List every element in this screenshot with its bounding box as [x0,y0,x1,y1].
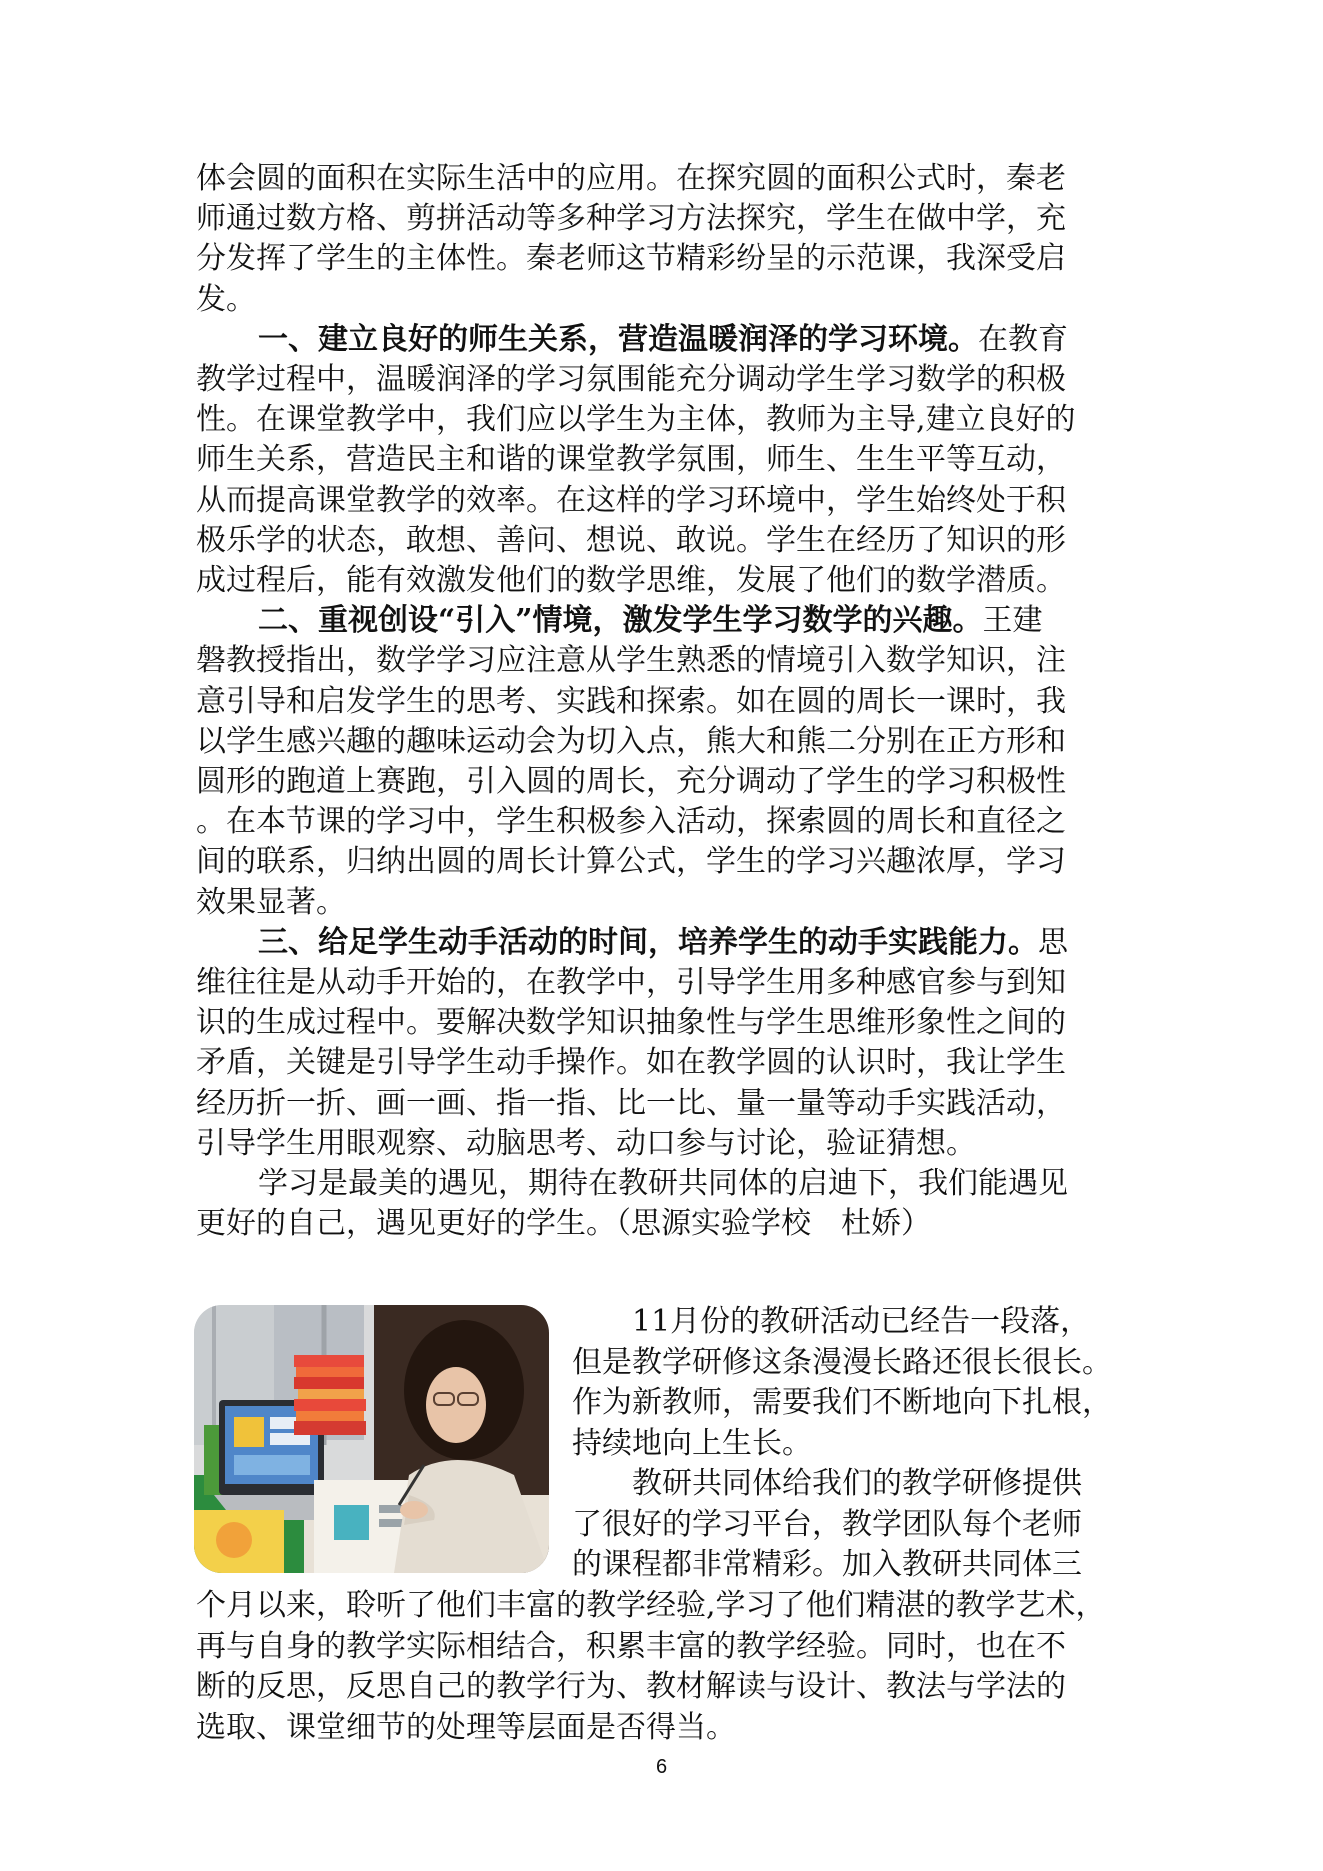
section-3-line: 矛盾，关键是引导学生动手操作。如在教学圆的认识时，我让学生 [196,1045,1066,1081]
section-2-line: 意引导和启发学生的思考、实践和探索。如在圆的周长一课时，我 [196,683,1066,719]
section-1-line: 极乐学的状态，敢想、善问、想说、敢说。学生在经历了知识的形 [196,522,1066,558]
section-2-first-line [196,601,1131,641]
section-2-first-tail: 王建 [982,603,1043,639]
teacher-study-photo [194,1305,549,1573]
section-2-line: 以学生感兴趣的趣味运动会为切入点，熊大和熊二分别在正方形和 [196,723,1066,759]
side-line: 的课程都非常精彩。加入教研共同体三 [572,1547,1082,1582]
side-line: 11月份的教研活动已经告一段落， [632,1304,1091,1339]
side-line: 教研共同体给我们的教学研修提供 [632,1466,1082,1501]
bottom-line: 选取、课堂细节的处理等层面是否得当。 [196,1709,736,1745]
bottom-line: 断的反思，反思自己的教学行为、教材解读与设计、教法与学法的 [196,1669,1066,1704]
section-3-line: 维往往是从动手开始的，在教学中，引导学生用多种感官参与到知 [196,965,1066,1001]
intro-line: 体会圆的面积在实际生活中的应用。在探究圆的面积公式时，秦老 [196,161,1066,196]
section-2-heading: 二、重视创设“引入”情境，激发学生学习数学的兴趣。 [258,603,983,639]
section-3-heading: 三、给足学生动手活动的时间，培养学生的动手实践能力。 [258,924,1038,960]
closing-line: 学习是最美的遇见，期待在教研共同体的启迪下，我们能遇见 [258,1166,1068,1202]
section-2-line: 效果显著。 [196,884,346,920]
intro-line: 分发挥了学生的主体性。秦老师这节精彩纷呈的示范课，我深受启 [196,241,1066,277]
section-3-line: 识的生成过程中。要解决数学知识抽象性与学生思维形象性之间的 [196,1005,1066,1041]
section-2-line: 圆形的跑道上赛跑，引入圆的周长，充分调动了学生的学习积极性 [196,764,1066,800]
section-3-first-tail: 思 [1038,924,1068,960]
section-3-line: 引导学生用眼观察、动脑思考、动口参与讨论，验证猜想。 [196,1125,976,1161]
section-3-first-line [196,923,1131,963]
intro-line: 发。 [196,281,256,317]
section-1-first-line [196,320,1131,360]
section-1-line: 师生关系，营造民主和谐的课堂教学氛围，师生、生生平等互动， [196,442,1066,478]
closing-line: 更好的自己，遇见更好的学生。（思源实验学校 杜娇） [196,1206,931,1242]
side-line: 了很好的学习平台，教学团队每个老师 [572,1506,1082,1542]
section-1-heading: 一、建立良好的师生关系，营造温暖润泽的学习环境。 [258,321,978,357]
bottom-line: 再与自身的教学实际相结合，积累丰富的教学经验。同时，也在不 [196,1628,1066,1664]
side-line: 但是教学研修这条漫漫长路还很长很长。 [572,1344,1112,1380]
section-1-line: 性。在课堂教学中，我们应以学生为主体，教师为主导,建立良好的 [196,402,1076,438]
section-1-line: 成过程后，能有效激发他们的数学思维，发展了他们的数学潜质。 [196,563,1066,599]
section-3-line: 经历折一折、画一画、指一指、比一比、量一量等动手实践活动， [196,1085,1066,1121]
body-text [196,159,1131,1244]
section-2-line: 磐教授指出，数学学习应注意从学生熟悉的情境引入数学知识，注 [196,643,1066,679]
side-line: 作为新教师，需要我们不断地向下扎根， [572,1385,1112,1420]
bottom-paragraph [196,1586,1156,1748]
section-1-line: 从而提高课堂教学的效率。在这样的学习环境中，学生始终处于积 [196,482,1066,518]
side-paragraphs [572,1302,1132,1586]
bottom-line: 个月以来，聆听了他们丰富的教学经验,学习了他们精湛的教学艺术， [196,1588,1106,1623]
section-1-first-tail: 在教育 [978,321,1068,357]
page-number: 6 [655,1756,668,1778]
section-1-line: 教学过程中，温暖润泽的学习氛围能充分调动学生学习数学的积极 [196,362,1066,398]
intro-line: 师通过数方格、剪拼活动等多种学习方法探究，学生在做中学，充 [196,201,1066,237]
section-2-line: 间的联系，归纳出圆的周长计算公式，学生的学习兴趣浓厚，学习 [196,844,1066,880]
side-line: 持续地向上生长。 [572,1425,812,1461]
section-2-line: 。在本节课的学习中，学生积极参入活动，探索圆的周长和直径之 [196,804,1066,840]
